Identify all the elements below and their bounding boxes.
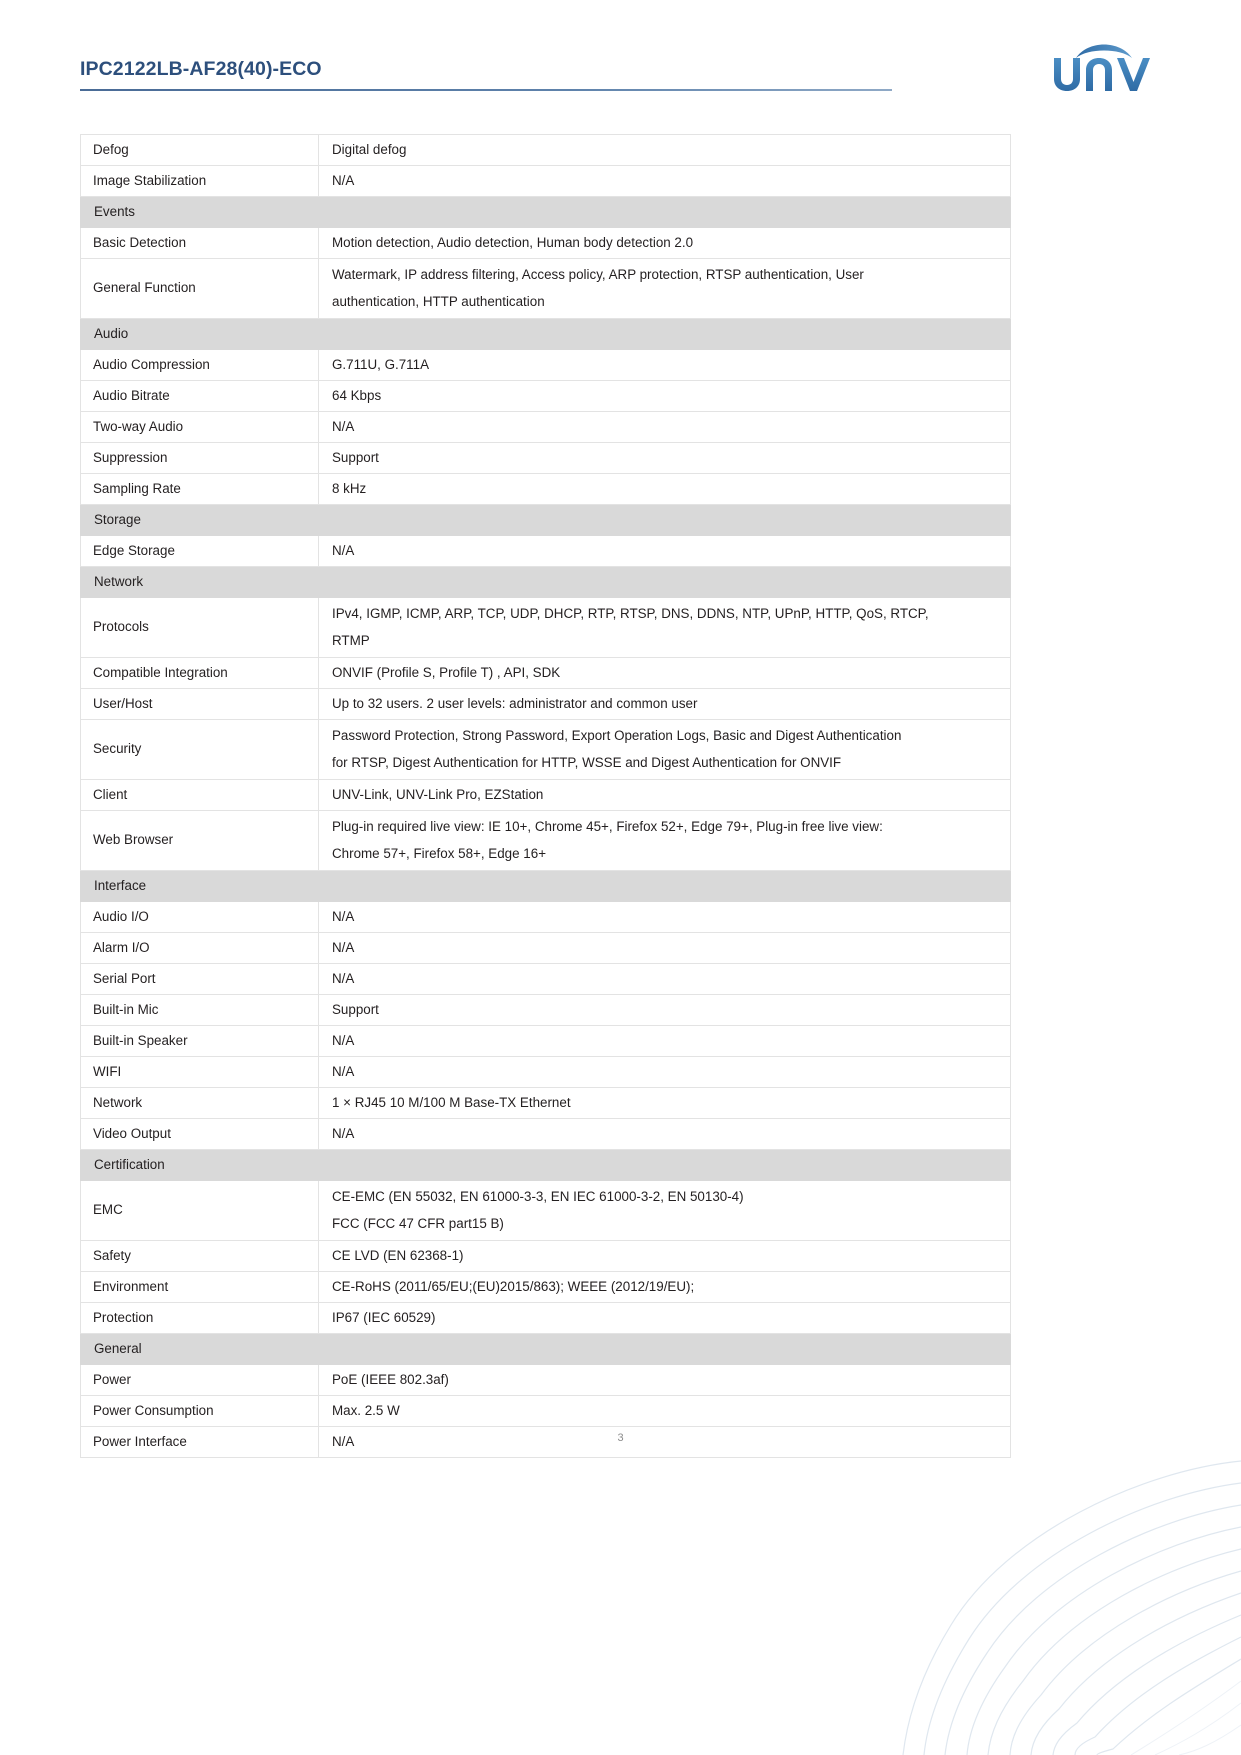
spec-row-value: [319, 228, 1011, 259]
spec-value-line: N/A: [332, 970, 355, 986]
spec-row: [81, 381, 1011, 412]
spec-value-line: PoE (IEEE 802.3af): [332, 1371, 449, 1387]
spec-row-label: Audio Compression: [81, 350, 319, 381]
spec-row-label: Alarm I/O: [81, 933, 319, 964]
spec-row: [81, 135, 1011, 166]
spec-row: [81, 720, 1011, 780]
spec-value-line: FCC (FCC 47 CFR part15 B): [332, 1216, 504, 1231]
spec-row-value: [319, 259, 1011, 319]
spec-value-line: Max. 2.5 W: [332, 1402, 400, 1418]
spec-row: [81, 1057, 1011, 1088]
spec-value-line: N/A: [332, 1433, 355, 1449]
spec-row-label: Protocols: [81, 598, 319, 658]
spec-row: [81, 811, 1011, 871]
spec-row-value: [319, 381, 1011, 412]
spec-value-line: 8 kHz: [332, 480, 367, 496]
spec-section-header: [81, 505, 1011, 536]
spec-value-line: authentication, HTTP authentication: [332, 294, 545, 309]
spec-value-line: IPv4, IGMP, ICMP, ARP, TCP, UDP, DHCP, RTP, RTSP, DNS, DDNS, NTP, UPnP, HTTP, QoS, RTCP,: [332, 605, 929, 621]
spec-row-label: Serial Port: [81, 964, 319, 995]
spec-row-value: [319, 1181, 1011, 1241]
spec-row: [81, 1026, 1011, 1057]
spec-row-value: [319, 1026, 1011, 1057]
spec-section-label: Audio: [81, 319, 1011, 350]
spec-row-label: Two-way Audio: [81, 412, 319, 443]
spec-row: [81, 228, 1011, 259]
spec-value-line: N/A: [332, 172, 355, 188]
page-title: IPC2122LB-AF28(40)-ECO: [80, 58, 322, 80]
spec-row: [81, 902, 1011, 933]
spec-value-line: Password Protection, Strong Password, Export Operation Logs, Basic and Digest Authentication: [332, 727, 902, 743]
spec-value-line: UNV-Link, UNV-Link Pro, EZStation: [332, 786, 544, 802]
spec-section-header: [81, 1334, 1011, 1365]
spec-row-label: Power: [81, 1365, 319, 1396]
spec-row-label: User/Host: [81, 689, 319, 720]
spec-section-label: Certification: [81, 1150, 1011, 1181]
spec-value-line: N/A: [332, 908, 355, 924]
spec-value-line: N/A: [332, 1125, 355, 1141]
spec-section-header: [81, 871, 1011, 902]
spec-row-value: [319, 933, 1011, 964]
spec-row-value: [319, 964, 1011, 995]
spec-row-label: Video Output: [81, 1119, 319, 1150]
spec-row: [81, 1181, 1011, 1241]
spec-section-header: [81, 197, 1011, 228]
spec-value-line: N/A: [332, 418, 355, 434]
spec-value-line: Motion detection, Audio detection, Human body detection 2.0: [332, 234, 694, 250]
spec-row-label: Web Browser: [81, 811, 319, 871]
spec-row-label: Power Interface: [81, 1427, 319, 1458]
unv-logo: [1042, 34, 1162, 96]
spec-value-line: CE-RoHS (2011/65/EU;(EU)2015/863); WEEE (2012/19/EU);: [332, 1278, 695, 1294]
spec-row: [81, 1119, 1011, 1150]
spec-value-line: RTMP: [332, 633, 370, 648]
spec-section-label: General: [81, 1334, 1011, 1365]
spec-row-value: [319, 412, 1011, 443]
spec-value-line: IP67 (IEC 60529): [332, 1309, 436, 1325]
spec-row-value: [319, 1241, 1011, 1272]
spec-row-label: WIFI: [81, 1057, 319, 1088]
spec-row-label: Security: [81, 720, 319, 780]
spec-section-label: Interface: [81, 871, 1011, 902]
spec-row: [81, 689, 1011, 720]
spec-value-line: Up to 32 users. 2 user levels: administrator and common user: [332, 695, 698, 711]
spec-row-label: Audio Bitrate: [81, 381, 319, 412]
spec-row-value: [319, 1088, 1011, 1119]
spec-row-value: [319, 598, 1011, 658]
spec-section-label: Storage: [81, 505, 1011, 536]
spec-row-value: [319, 720, 1011, 780]
spec-row: [81, 1241, 1011, 1272]
spec-row-label: Client: [81, 780, 319, 811]
spec-row: [81, 1365, 1011, 1396]
spec-row-value: [319, 1303, 1011, 1334]
spec-row-label: Basic Detection: [81, 228, 319, 259]
header-divider: [80, 89, 892, 91]
spec-row: [81, 1396, 1011, 1427]
spec-row-value: [319, 995, 1011, 1026]
spec-row-label: Defog: [81, 135, 319, 166]
spec-row-value: [319, 135, 1011, 166]
corner-swoosh-decoration: [811, 1425, 1241, 1755]
page-header: [80, 52, 1162, 108]
spec-row-value: [319, 443, 1011, 474]
spec-section-label: Events: [81, 197, 1011, 228]
spec-row-label: Protection: [81, 1303, 319, 1334]
spec-row-value: [319, 1365, 1011, 1396]
spec-row: [81, 995, 1011, 1026]
spec-row-label: EMC: [81, 1181, 319, 1241]
spec-value-line: N/A: [332, 542, 355, 558]
spec-row: [81, 933, 1011, 964]
specifications-table: [80, 134, 1011, 1458]
specifications-table-body: [81, 135, 1011, 1458]
spec-value-line: ONVIF (Profile S, Profile T) , API, SDK: [332, 664, 561, 680]
spec-value-line: Digital defog: [332, 141, 407, 157]
spec-row-label: Built-in Speaker: [81, 1026, 319, 1057]
spec-row-label: Audio I/O: [81, 902, 319, 933]
spec-row: [81, 964, 1011, 995]
spec-value-line: Chrome 57+, Firefox 58+, Edge 16+: [332, 846, 547, 861]
spec-row: [81, 658, 1011, 689]
spec-row: [81, 166, 1011, 197]
spec-row-label: Compatible Integration: [81, 658, 319, 689]
spec-value-line: Support: [332, 1001, 379, 1017]
spec-value-line: for RTSP, Digest Authentication for HTTP, WSSE and Digest Authentication for ONVIF: [332, 755, 842, 770]
spec-row: [81, 598, 1011, 658]
spec-row-value: [319, 1272, 1011, 1303]
spec-row-value: [319, 1119, 1011, 1150]
spec-section-header: [81, 567, 1011, 598]
spec-row-value: [319, 658, 1011, 689]
spec-row-label: Network: [81, 1088, 319, 1119]
spec-row: [81, 1088, 1011, 1119]
spec-row-value: [319, 350, 1011, 381]
spec-row-label: Power Consumption: [81, 1396, 319, 1427]
spec-section-label: Network: [81, 567, 1011, 598]
spec-value-line: Support: [332, 449, 379, 465]
spec-value-line: 1 × RJ45 10 M/100 M Base-TX Ethernet: [332, 1094, 571, 1110]
spec-row-value: [319, 1396, 1011, 1427]
spec-row-label: Environment: [81, 1272, 319, 1303]
spec-value-line: N/A: [332, 1032, 355, 1048]
spec-row-label: General Function: [81, 259, 319, 319]
spec-row: [81, 1272, 1011, 1303]
spec-row-value: [319, 166, 1011, 197]
spec-row-value: [319, 536, 1011, 567]
spec-section-header: [81, 1150, 1011, 1181]
spec-section-header: [81, 319, 1011, 350]
spec-row-value: [319, 902, 1011, 933]
spec-row: [81, 1303, 1011, 1334]
spec-row: [81, 443, 1011, 474]
spec-row-label: Sampling Rate: [81, 474, 319, 505]
spec-value-line: N/A: [332, 1063, 355, 1079]
spec-row-value: [319, 811, 1011, 871]
spec-row-label: Safety: [81, 1241, 319, 1272]
spec-row: [81, 259, 1011, 319]
spec-row: [81, 350, 1011, 381]
spec-value-line: Watermark, IP address filtering, Access policy, ARP protection, RTSP authentication, User: [332, 266, 864, 282]
spec-row-value: [319, 1057, 1011, 1088]
spec-row-value: [319, 474, 1011, 505]
spec-row: [81, 412, 1011, 443]
spec-row: [81, 780, 1011, 811]
spec-row: [81, 474, 1011, 505]
spec-value-line: N/A: [332, 939, 355, 955]
spec-value-line: CE LVD (EN 62368-1): [332, 1247, 464, 1263]
spec-row-label: Edge Storage: [81, 536, 319, 567]
spec-value-line: 64 Kbps: [332, 387, 382, 403]
page-number: 3: [617, 1432, 624, 1444]
spec-row-label: Suppression: [81, 443, 319, 474]
spec-value-line: CE-EMC (EN 55032, EN 61000-3-3, EN IEC 61000-3-2, EN 50130-4): [332, 1188, 744, 1204]
spec-value-line: Plug-in required live view: IE 10+, Chrome 45+, Firefox 52+, Edge 79+, Plug-in free live view:: [332, 818, 883, 834]
spec-value-line: G.711U, G.711A: [332, 356, 430, 372]
spec-row-value: [319, 689, 1011, 720]
spec-row-value: [319, 780, 1011, 811]
spec-row-label: Image Stabilization: [81, 166, 319, 197]
spec-row-label: Built-in Mic: [81, 995, 319, 1026]
spec-row: [81, 536, 1011, 567]
